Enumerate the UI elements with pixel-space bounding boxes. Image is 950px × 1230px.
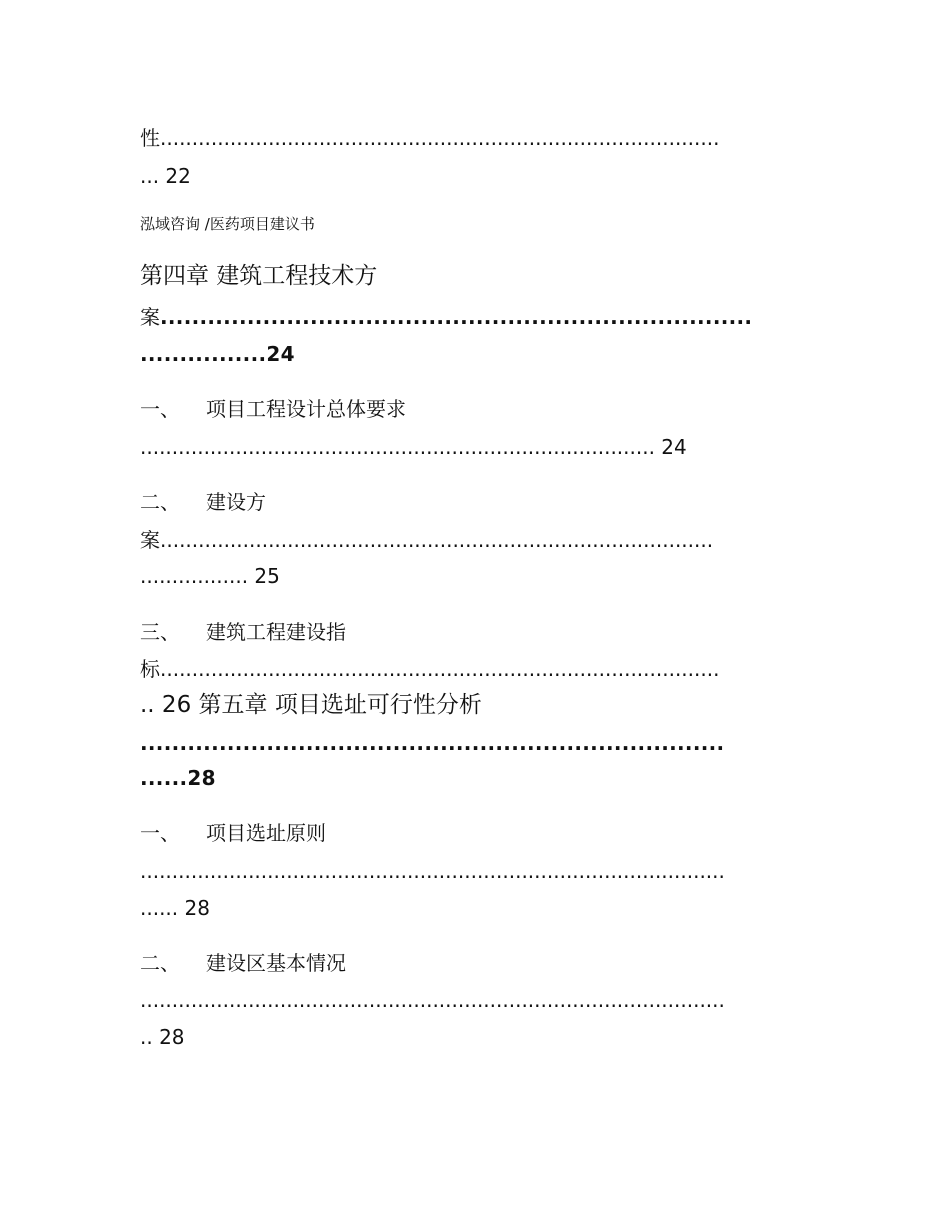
- entry-head-text: 案: [140, 305, 160, 329]
- section-title: 建筑工程建设指: [206, 620, 346, 644]
- leader-dots-page: ................................................................................. 24: [140, 435, 687, 459]
- toc-entry-ch5-section-2: [140, 953, 346, 973]
- entry-page-number: ................24: [140, 342, 295, 366]
- section-3-page-and-chapter-5: [140, 694, 482, 717]
- toc-entry-section-2: [140, 492, 266, 512]
- chapter-5-leader-line: [140, 733, 724, 753]
- toc-entry-ch5-section-1: [140, 823, 326, 843]
- chapter-4-leader-line: [140, 307, 752, 327]
- toc-entry-section-3: [140, 622, 346, 642]
- entry-page-number: ......28: [140, 766, 216, 790]
- entry-page-number: ...... 28: [140, 896, 210, 920]
- section-number: 二、: [140, 951, 180, 975]
- entry-page-number-and-chapter: .. 26 第五章 项目选址可行性分析: [140, 692, 482, 718]
- leader-dots: ...........................................................................: [160, 305, 753, 329]
- chapter-4-title: 第四章 建筑工程技术方: [140, 263, 378, 289]
- entry-page-number: ................. 25: [140, 564, 280, 588]
- leader-dots: .......................................................................................: [160, 528, 714, 552]
- entry-page-number: ... 22: [140, 164, 191, 188]
- leader-dots: ........................................................................................: [160, 126, 720, 150]
- leader-dots: ............................................................................................: [140, 988, 725, 1012]
- section-3-leader-line: [140, 659, 719, 679]
- section-title: 建设方: [206, 490, 266, 514]
- section-number: 一、: [140, 821, 180, 845]
- ch5-section-1-page-line: [140, 898, 210, 918]
- section-title: 建设区基本情况: [206, 951, 346, 975]
- toc-entry-continuation: [140, 128, 719, 148]
- section-number: 二、: [140, 490, 180, 514]
- toc-entry-section-1: [140, 399, 406, 419]
- section-number: 三、: [140, 620, 180, 644]
- entry-head-text: 性: [140, 126, 160, 150]
- section-1-leader-line: [140, 437, 687, 457]
- entry-page-number: .. 28: [140, 1025, 185, 1049]
- entry-page-line: [140, 166, 191, 186]
- section-title: 项目工程设计总体要求: [206, 397, 406, 421]
- entry-head-text: 案: [140, 528, 160, 552]
- ch5-section-2-page-line: [140, 1027, 185, 1047]
- section-title: 项目选址原则: [206, 821, 326, 845]
- leader-dots: ..........................................................................: [140, 731, 725, 755]
- ch5-section-1-leader-line: [140, 861, 725, 881]
- chapter-4-page-line: [140, 344, 295, 364]
- ch5-section-2-leader-line: [140, 990, 725, 1010]
- leader-dots: ........................................................................................: [160, 657, 720, 681]
- running-header: 泓域咨询 /医药项目建议书: [140, 215, 315, 233]
- entry-head-text: 标: [140, 657, 160, 681]
- leader-dots: ............................................................................................: [140, 859, 725, 883]
- section-number: 一、: [140, 397, 180, 421]
- chapter-5-page-line: [140, 768, 216, 788]
- section-2-leader-line: [140, 530, 713, 550]
- section-2-page-line: [140, 566, 280, 586]
